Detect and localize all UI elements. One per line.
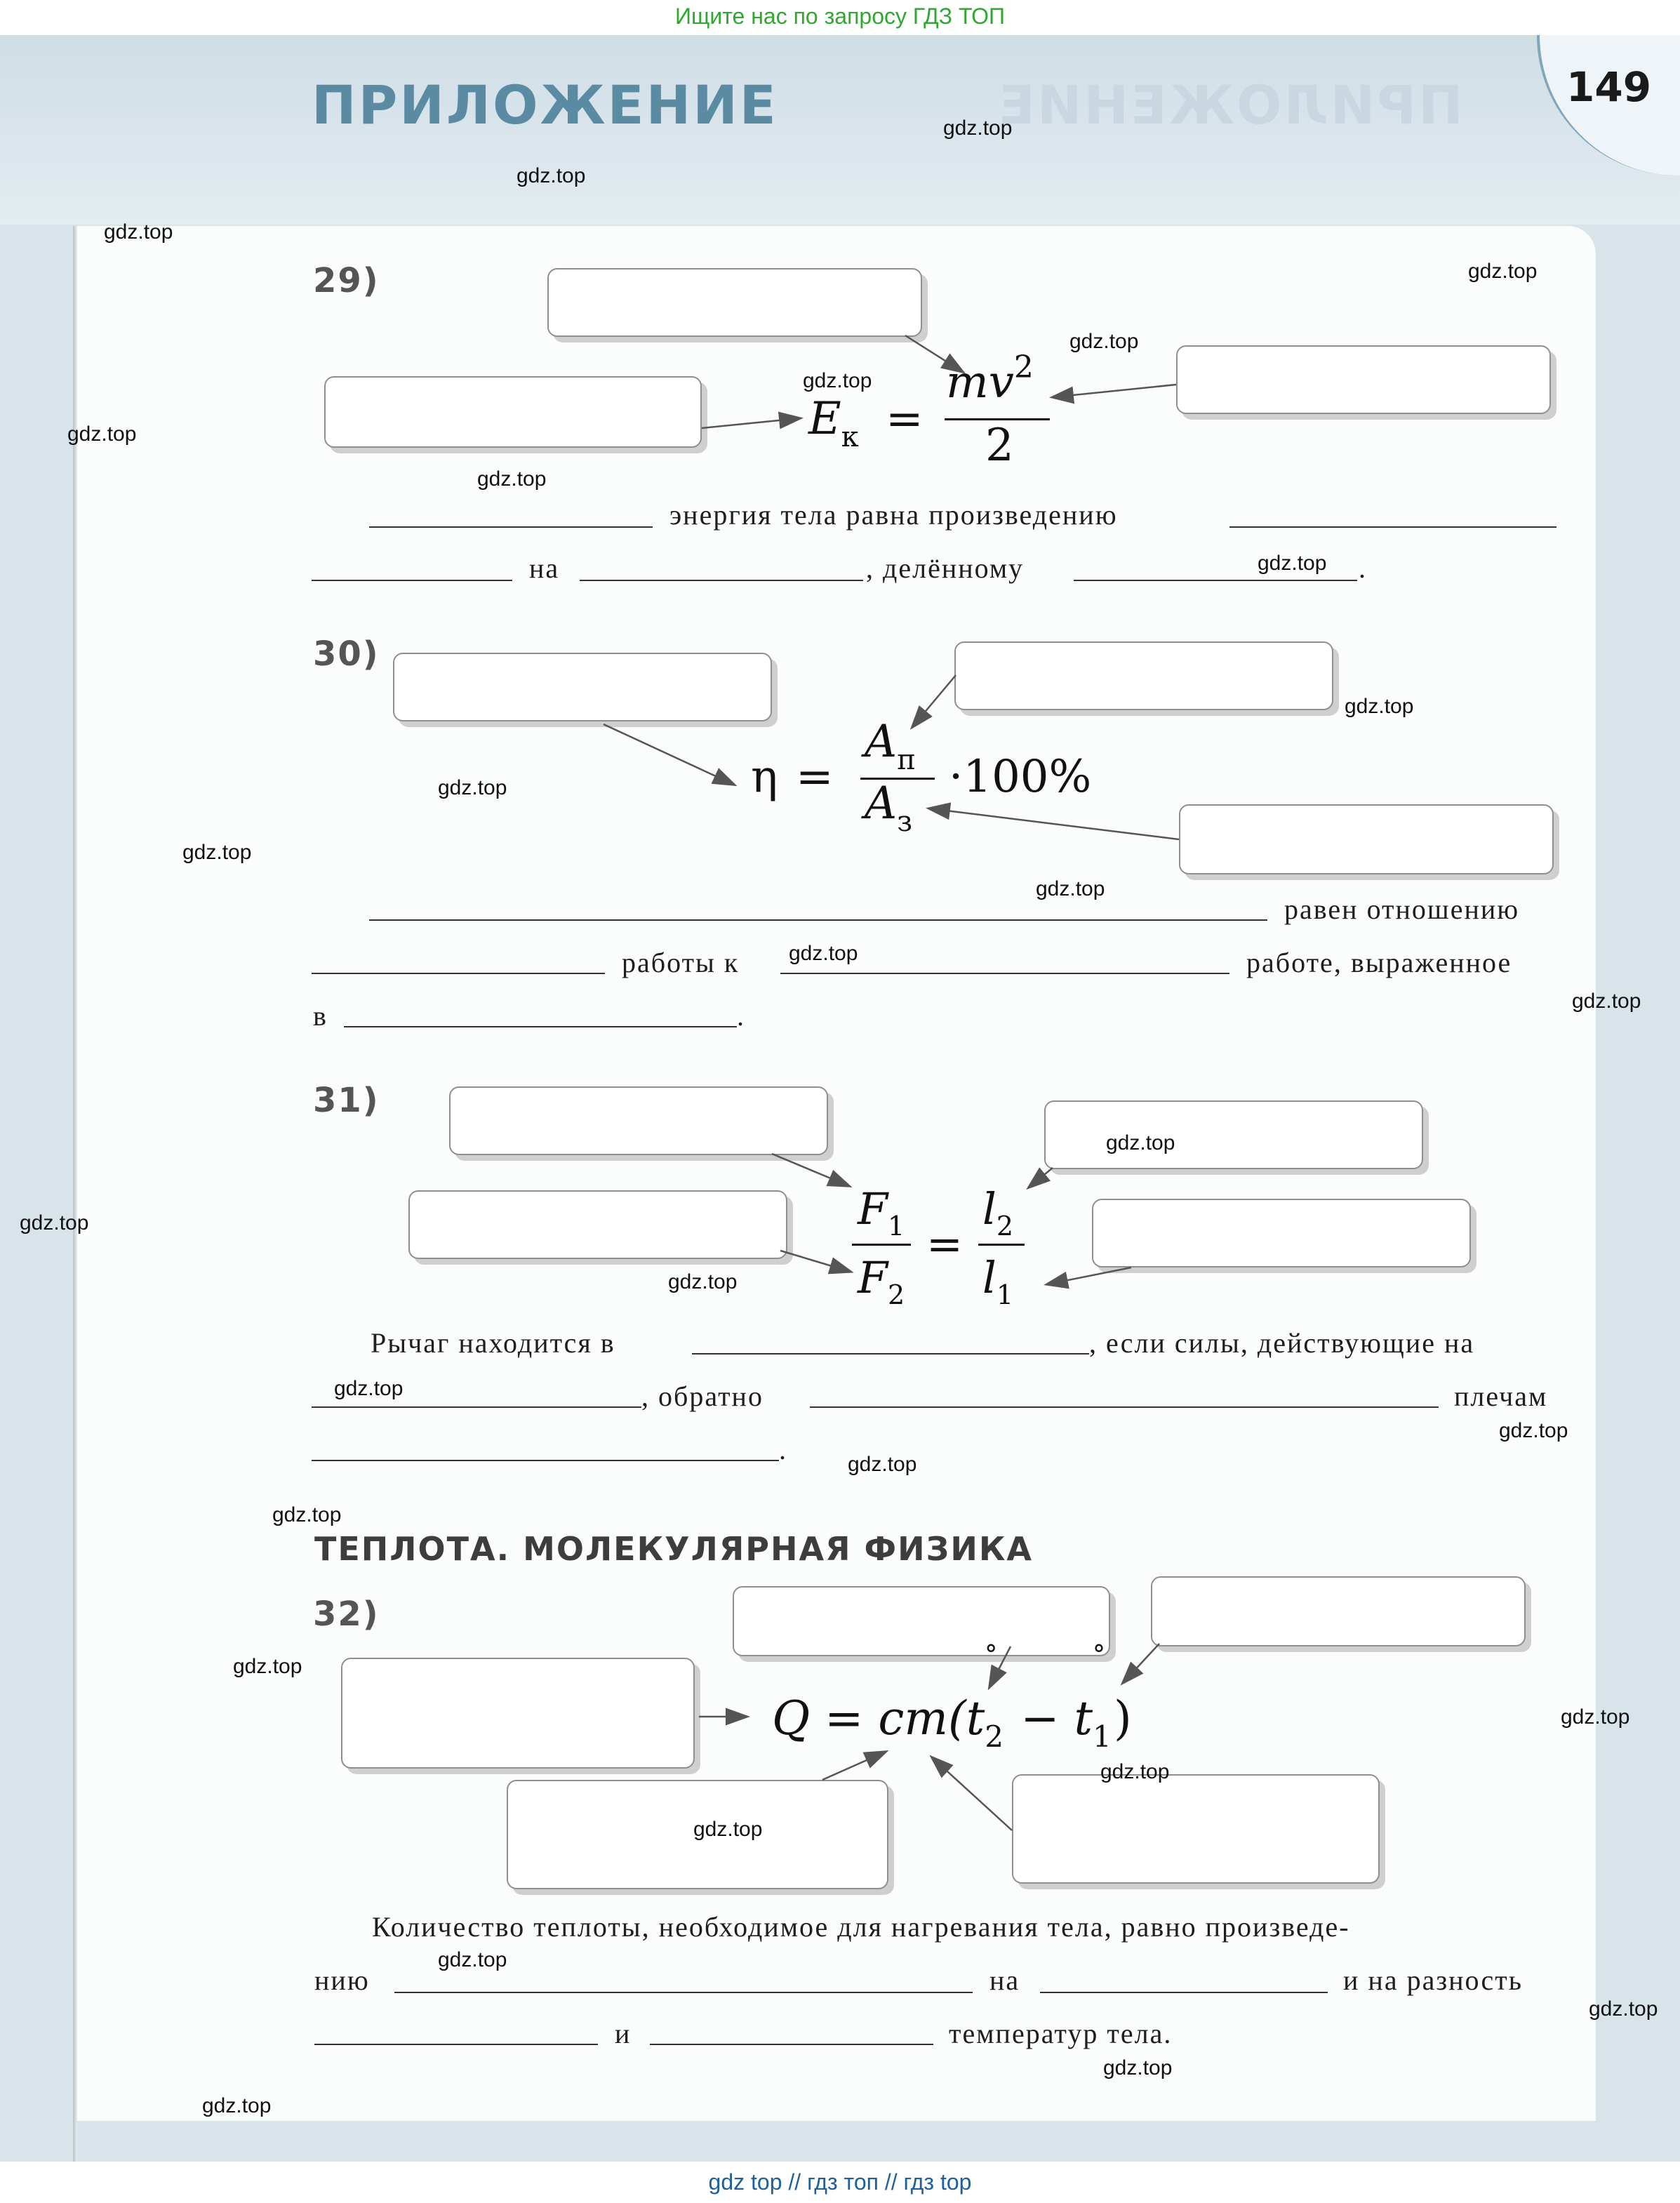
watermark: gdz.top — [848, 1453, 917, 1476]
task-29-formula-num: $mv^2$ — [946, 350, 1034, 408]
arrow-32-top-right — [1123, 1644, 1159, 1683]
watermark: gdz.top — [233, 1655, 302, 1678]
task-29-text-divided: , делённому — [866, 552, 1025, 584]
task-30-formula-tail: ·100% — [949, 751, 1092, 803]
task-32-line1-text: Количество теплоты, необходимое для нагревания тела, равно произведе- — [372, 1911, 1350, 1943]
watermark: gdz.top — [438, 1948, 507, 1971]
task-32-text-diff: и на разность — [1343, 1964, 1523, 1996]
task-31-line2-mid: , обратно — [641, 1380, 764, 1412]
task-29-formula-lhs: $E_к$ — [808, 393, 859, 453]
bottom-banner: gdz top // гдз топ // гдз top — [0, 2162, 1680, 2203]
watermark: gdz.top — [1345, 695, 1414, 718]
task-29-text-on: на — [529, 552, 560, 584]
task-32-number: 32) — [313, 1595, 380, 1634]
task-30-text-expressed: работе, выраженное — [1246, 947, 1512, 978]
watermark: gdz.top — [1106, 1131, 1175, 1154]
task-30-formula-den: $A_з$ — [865, 778, 913, 838]
task-31-formula-n2: $l_2$ — [982, 1183, 1014, 1242]
page-title: ПРИЛОЖЕНИЕ — [312, 74, 778, 136]
watermark: gdz.top — [1561, 1705, 1630, 1729]
task-30-text-work-to: работы к — [622, 947, 740, 978]
arrow-31-top-left — [772, 1154, 849, 1186]
watermark: gdz.top — [67, 422, 137, 446]
watermark: gdz.top — [1572, 990, 1641, 1013]
watermark: gdz.top — [789, 942, 858, 965]
task-30-period: . — [737, 1000, 745, 1032]
task-31-formula-eq: = — [926, 1218, 963, 1270]
watermark: gdz.top — [1100, 1760, 1170, 1783]
task-31-formula-d1: $F_2$ — [858, 1252, 905, 1310]
task-31-period: . — [779, 1434, 787, 1465]
watermark: gdz.top — [1036, 877, 1105, 900]
watermark: gdz.top — [477, 467, 547, 491]
task-32-line2-start: нию — [314, 1964, 370, 1996]
task-29-period: . — [1359, 552, 1367, 584]
watermark: gdz.top — [1258, 552, 1327, 575]
task-30-text-in: в — [313, 1000, 328, 1032]
watermark: gdz.top — [182, 841, 252, 864]
arrow-29-left — [702, 418, 800, 428]
arrow-29-top — [905, 335, 963, 372]
page-number: 149 — [1566, 63, 1652, 111]
task-32-text-on: на — [989, 1964, 1020, 1996]
task-32-line3-end: температур тела. — [949, 2018, 1173, 2049]
watermark: gdz.top — [803, 369, 872, 392]
watermark: gdz.top — [272, 1503, 342, 1526]
watermark: gdz.top — [20, 1211, 89, 1234]
task-31-formula-n1: $F_1$ — [858, 1183, 905, 1242]
task-30-number: 30) — [313, 634, 380, 674]
watermark: gdz.top — [668, 1270, 738, 1293]
watermark: gdz.top — [693, 1818, 763, 1841]
arrow-30-top — [912, 675, 956, 727]
task-29-number: 29) — [313, 261, 380, 300]
arrow-30-bottom — [929, 808, 1179, 839]
watermark: gdz.top — [438, 776, 507, 799]
task-30-line1-text: равен отношению — [1284, 893, 1520, 925]
task-31-formula-d2: $l_1$ — [982, 1252, 1014, 1310]
mirrored-title: ПРИЛОЖЕНИЕ — [996, 74, 1463, 136]
watermark: gdz.top — [202, 2094, 272, 2117]
task-31-line1-end: , если силы, действующие на — [1089, 1327, 1475, 1359]
task-29-formula-den: 2 — [985, 420, 1014, 472]
task-32-text-and: и — [615, 2018, 632, 2049]
arrow-31-bottom-right — [1047, 1267, 1131, 1284]
task-30-formula-num: $A_п$ — [865, 716, 916, 776]
watermark: gdz.top — [334, 1377, 404, 1400]
watermark: gdz.top — [1589, 1997, 1658, 2021]
watermark: gdz.top — [1499, 1419, 1568, 1442]
watermark: gdz.top — [943, 117, 1013, 140]
section-title-heat: ТЕПЛОТА. МОЛЕКУЛЯРНАЯ ФИЗИКА — [314, 1530, 1034, 1568]
arrow-31-bottom-left — [780, 1251, 851, 1272]
task-30-formula-eq: = — [796, 751, 834, 803]
arrow-30-left — [604, 724, 734, 785]
watermark: gdz.top — [1069, 330, 1139, 353]
task-31-line1-start: Рычаг находится в — [371, 1327, 615, 1359]
task-29-line1-text: энергия тела равна произведению — [669, 499, 1118, 531]
watermark: gdz.top — [1468, 260, 1538, 283]
watermark: gdz.top — [516, 164, 586, 187]
watermark: gdz.top — [1103, 2056, 1173, 2079]
arrow-32-bottom-left — [822, 1752, 886, 1780]
task-30-formula-lhs: η — [751, 751, 778, 803]
arrow-32-bottom-right — [932, 1757, 1012, 1830]
task-29-formula-eq: = — [886, 393, 924, 445]
task-32-formula: Q = cm(t ° $_2$ − t ° $_1$) — [772, 1641, 1132, 1754]
arrow-32-top-mid — [989, 1646, 1011, 1687]
arrow-29-right — [1053, 385, 1176, 397]
watermark: gdz.top — [104, 220, 173, 244]
top-banner: Ищите нас по запросу ГДЗ ТОП — [0, 0, 1680, 35]
task-31-line2-end: плечам — [1454, 1380, 1548, 1412]
arrow-31-top-right — [1029, 1168, 1053, 1187]
task-31-number: 31) — [313, 1081, 380, 1120]
